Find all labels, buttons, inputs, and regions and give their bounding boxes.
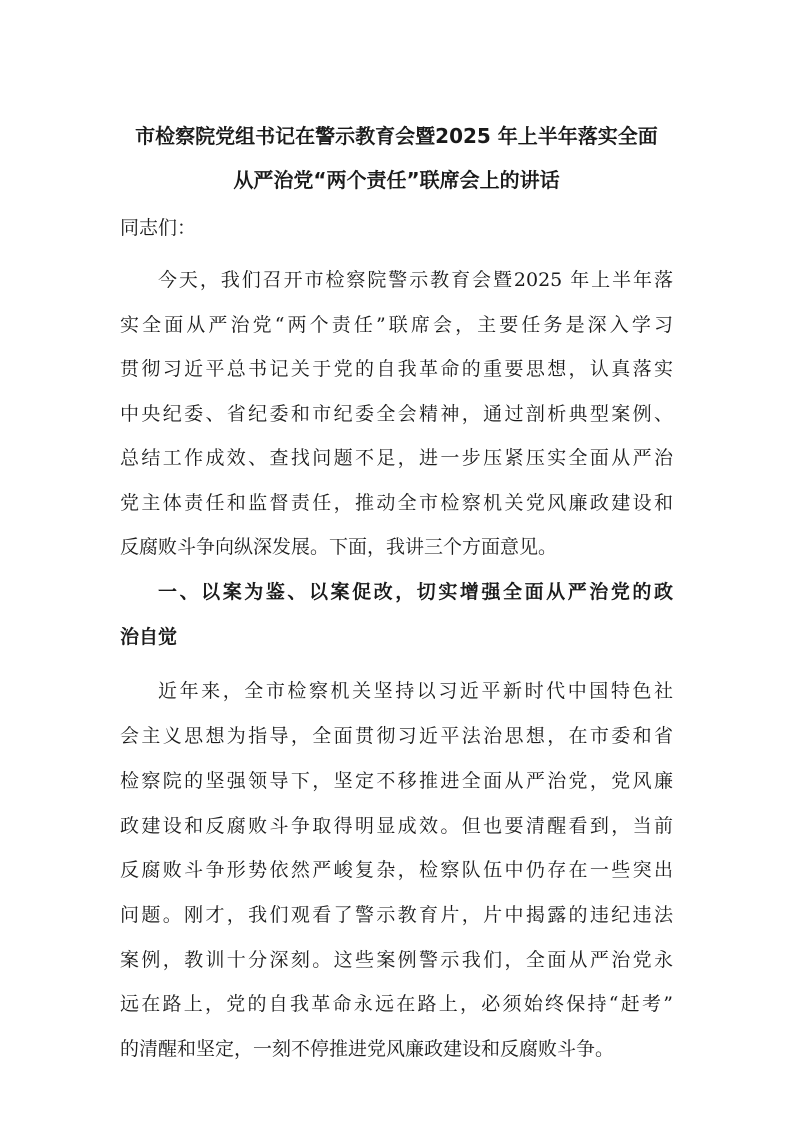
paragraph-2-line: 问题。刚才，我们观看了警示教育片，片中揭露的违纪违法 — [120, 904, 673, 926]
paragraph-1-line: 总结工作成效、查找问题不足，进一步压紧压实全面从严治 — [120, 447, 673, 469]
paragraph-2-line: 检察院的坚强领导下，坚定不移推进全面从严治党，党风廉 — [120, 770, 673, 792]
salutation: 同志们： — [120, 217, 197, 239]
paragraph-2-line: 远在路上，党的自我革命永远在路上，必须始终保持“赶考” — [120, 993, 673, 1015]
paragraph-1-line: 党主体责任和监督责任，推动全市检察机关党风廉政建设和 — [120, 492, 673, 514]
paragraph-2-line: 会主义思想为指导，全面贯彻习近平法治思想，在市委和省 — [120, 725, 673, 747]
paragraph-2-line: 的清醒和坚定，一刻不停推进党风廉政建设和反腐败斗争。 — [120, 1038, 615, 1060]
paragraph-2-line: 近年来，全市检察机关坚持以习近平新时代中国特色社 — [158, 680, 673, 702]
paragraph-1-line: 今天，我们召开市检察院警示教育会暨2025 年上半年落 — [158, 269, 673, 291]
paragraph-2-line: 案例，教训十分深刻。这些案例警示我们，全面从严治党永 — [120, 949, 673, 971]
document-title-line-2: 从严治党“两个责任”联席会上的讲话 — [233, 168, 560, 192]
section-heading-line: 治自觉 — [120, 626, 178, 648]
document-title-line-1: 市检察院党组书记在警示教育会暨2025 年上半年落实全面 — [135, 124, 658, 148]
section-heading-line: 一、以案为鉴、以案促改，切实增强全面从严治党的政 — [158, 581, 673, 603]
paragraph-2-line: 政建设和反腐败斗争取得明显成效。但也要清醒看到，当前 — [120, 815, 673, 837]
paragraph-1-line: 反腐败斗争向纵深发展。下面，我讲三个方面意见。 — [120, 536, 558, 558]
paragraph-1-line: 中央纪委、省纪委和市纪委全会精神，通过剖析典型案例、 — [120, 403, 673, 425]
paragraph-1-line: 实全面从严治党“两个责任”联席会，主要任务是深入学习 — [120, 314, 673, 336]
paragraph-2-line: 反腐败斗争形势依然严峻复杂，检察队伍中仍存在一些突出 — [120, 859, 673, 881]
paragraph-1-line: 贯彻习近平总书记关于党的自我革命的重要思想，认真落实 — [120, 358, 673, 380]
